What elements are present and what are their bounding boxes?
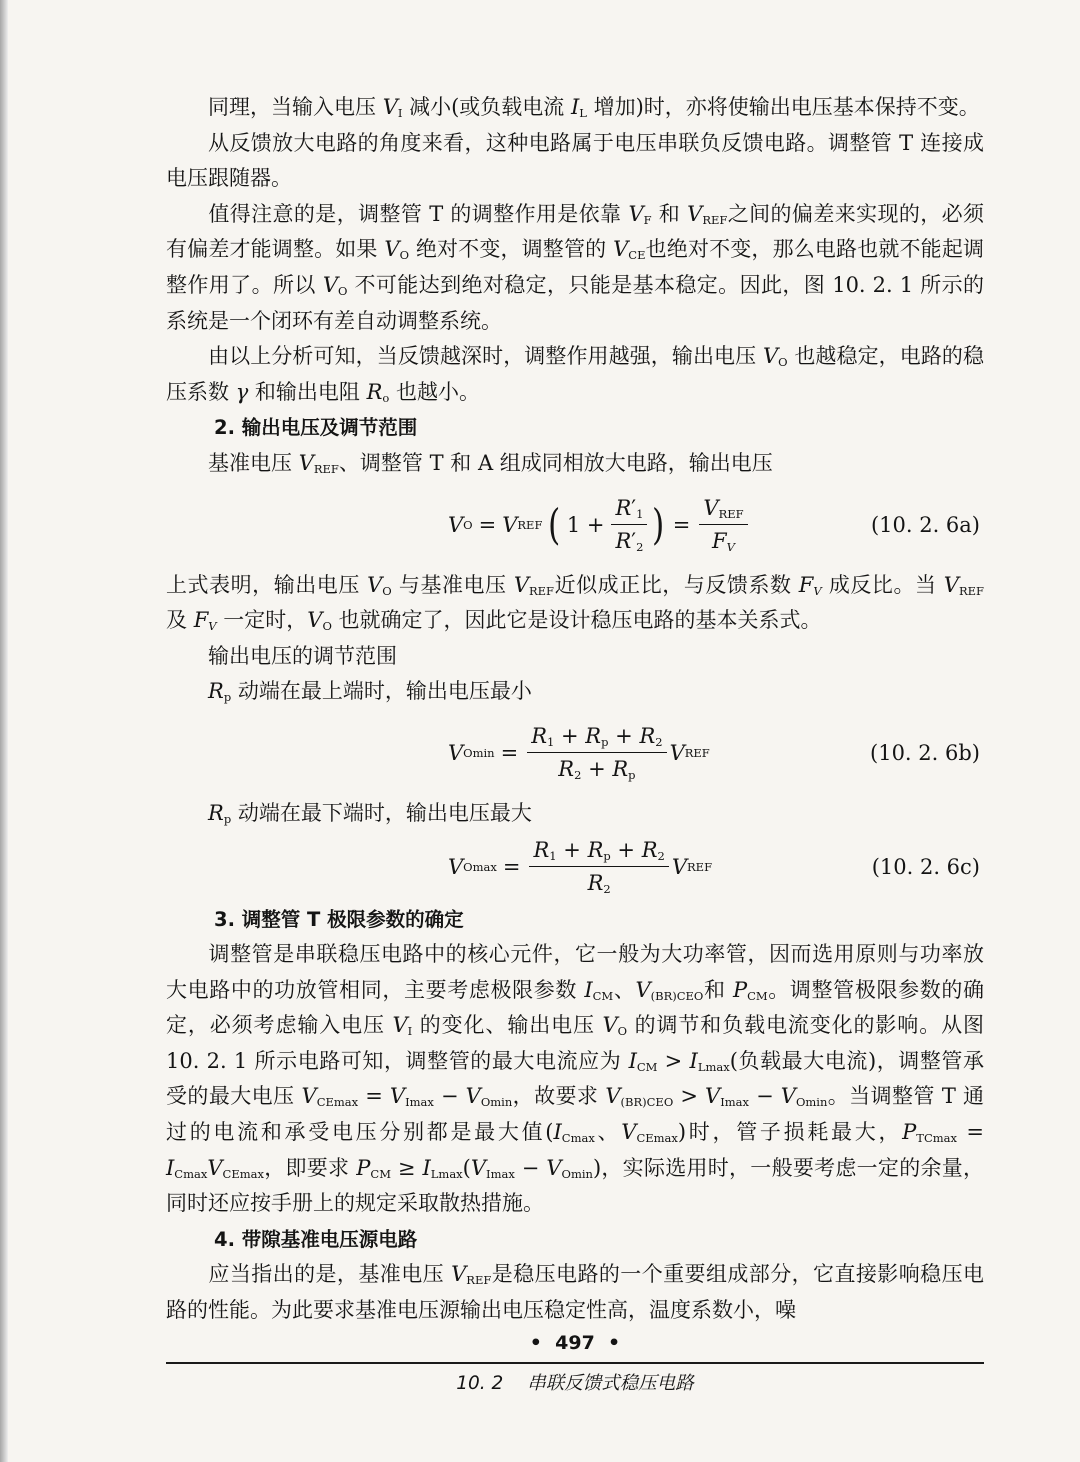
equation-number-b: (10. 2. 6b) (870, 740, 980, 765)
paragraph-7: 输出电压的调节范围 (208, 643, 397, 668)
heading-3: 3. 调整管 T 极限参数的确定 (214, 907, 464, 931)
equation-number-c: (10. 2. 6c) (871, 854, 980, 879)
paragraph-2: 从反馈放大电路的角度来看，这种电路属于电压串联负反馈电路。调整管 T 连接成电压跟随器。 (166, 130, 984, 191)
footer-rule (166, 1362, 984, 1364)
paragraph-4: 由以上分析可知，当反馈越深时，调整作用越强，输出电压 $V_O$ 也越稳定，电路的稳压系数 γ 和输出电阻 $R_o$ 也越小。 (166, 344, 984, 405)
page-number: • 497 • (529, 1332, 621, 1354)
paragraph-5: 基准电压 $V_{REF}$、调整管 T 和 A 组成同相放大电路，输出电压 (208, 450, 773, 476)
equation-10-2-6a: V O = V REF ( 1 + $\frac{R'_1}{R'_2}$ ) = $\frac{V_{REF}}{F_V}$ (10. 2. 6a) (166, 482, 984, 568)
page-edge (0, 0, 8, 1462)
equation-10-2-6b: V Omin = $\frac{R_1 + R_p + R_2}{R_2 + R_p}$ V REF (10. 2. 6b) (166, 710, 984, 796)
paragraph-8: $R_p$ 动端在最上端时，输出电压最小 (208, 679, 532, 705)
running-head (166, 1370, 984, 1398)
running-head-section: 10. 2 (456, 1373, 504, 1394)
paragraph-6: 上式表明，输出电压 $V_O$ 与基准电压 $V_{REF}$近似成正比，与反馈系数 $F_V$ 成反比。当 $V_{REF}$及 $F_V$ 一定时，$V_O$ 也就确定了，因此它是设计稳压电路的基本关系式。 (166, 572, 984, 634)
equation-number-a: (10. 2. 6a) (870, 512, 980, 537)
paragraph-9: $R_p$ 动端在最下端时，输出电压最大 (208, 800, 532, 826)
paragraph-11: 应当指出的是，基准电压 $V_{REF}$是稳压电路的一个重要组成部分，它直接影响稳压电路的性能。为此要求基准电压源输出电压稳定性高，温度系数小，噪 (166, 1262, 984, 1323)
paragraph-1: 同理，当输入电压 $V_I$ 减小(或负载电流 $I_L$ 增加)时，亦将使输出电压基本保持不变。 (208, 95, 980, 120)
heading-4: 4. 带隙基准电压源电路 (214, 1227, 418, 1251)
page-footer (166, 1328, 984, 1398)
paragraph-3: 值得注意的是，调整管 T 的调整作用是依靠 $V_F$ 和 $V_{REF}$之间的偏差来实现的，必须有偏差才能调整。如果 $V_O$ 绝对不变，调整管的 $V_{CE}$也绝对不变，那么电路也就不能起调整作用了。所以 $V_O$ 不可能达到绝对稳定，只能是基本稳定。因此，图 10. 2. 1 所示的系统是一个闭环有差自动调整系统。 (166, 201, 985, 333)
paragraph-10: 调整管是串联稳压电路中的核心元件，它一般为大功率管，因而选用原则与功率放大电路中的功放管相同，主要考虑极限参数 $I_{CM}$、$V_{(BR)CEO}$和 $P_{CM}$。调整管极限参数的确定，必须考虑输入电压 $V_I$ 的变化、输出电压 $V_O$ 的调节和负载电流变化的影响。从图 10. 2. 1 所示电路可知，调整管的最大电流应为 $I_{CM} > I_{Lmax}$(负载最大电流)，调整管承受的最大电压 $V_{CEmax} = V_{Imax} - V_{Omin}$，故要求 $V_{(BR)CEO} > V_{Imax} - V_{Omin}$。当调整管 T 通过的电流和承受电压分别都是最大值($I_{Cmax}$、$V_{CEmax}$)时，管子损耗最大，$P_{TCmax} = I_{Cmax}V_{CEmax}$，即要求 $P_{CM} \ge I_{Lmax}(V_{Imax} - V_{Omin})$，实际选用时，一般要考虑一定的余量，同时还应按手册上的规定采取散热措施。 (166, 942, 985, 1216)
running-head-title: 串联反馈式稳压电路 (527, 1373, 694, 1394)
page-body (166, 90, 984, 1329)
equation-10-2-6c: V Omax = $\frac{R_1 + R_p + R_2}{R_2}$ V REF (10. 2. 6c) (166, 832, 984, 902)
heading-2: 2. 输出电压及调节范围 (214, 416, 418, 440)
